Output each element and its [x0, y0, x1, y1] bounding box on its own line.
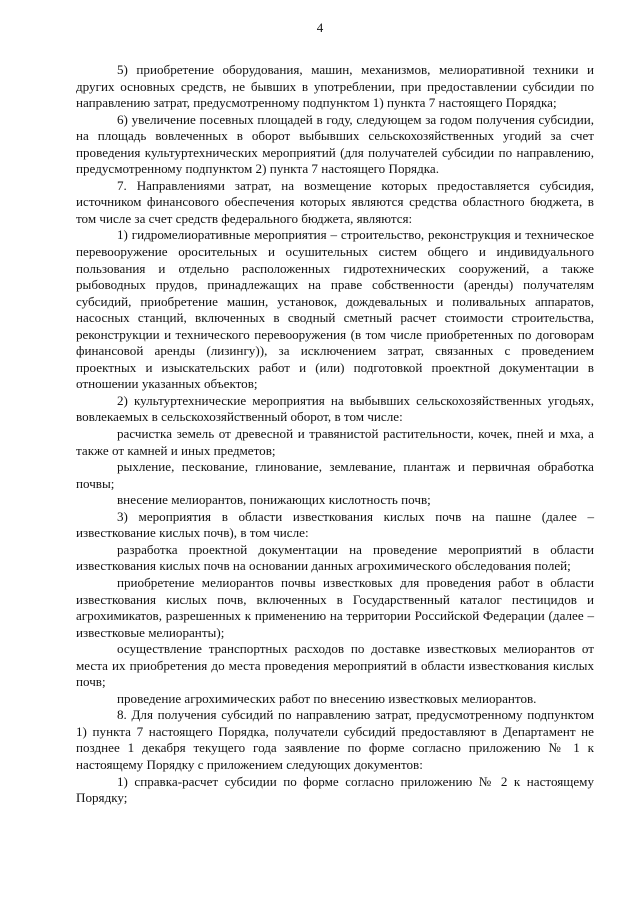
- paragraph-subitem-3-liming: 3) мероприятия в области известкования кислых почв на пашне (далее – известкование кислых почв), в том числе:: [76, 508, 594, 541]
- paragraph-ameliorant-purchase: приобретение мелиорантов почвы известковых для проведения работ в области известкования кислых почв, включенных в Государственный каталог пестицидов и агрохимикатов, разрешенных к применению на территории Российской Федерации (далее – известковые мелиоранты);: [76, 574, 594, 640]
- paragraph-land-clearing: расчистка земель от древесной и травянистой растительности, кочек, пней и мха, а также от камней и иных предметов;: [76, 426, 594, 458]
- paragraph-transport-costs: осуществление транспортных расходов по доставке известковых мелиорантов от места их приобретения до места проведения мероприятий в области известкования кислых почв;: [76, 641, 594, 690]
- paragraph-clause-7: 7. Направлениями затрат, на возмещение которых предоставляется субсидия, источником финансового обеспечения которых являются средства областного бюджета, в том числе за счет средств федерального бюджета, являются:: [76, 177, 594, 226]
- page-number: 4: [316, 20, 324, 35]
- paragraph-item-6: 6) увеличение посевных площадей в году, следующем за годом получения субсидии, на площадь вовлеченных в оборот выбывших сельскохозяйственных угодий за счет проведения культуртехнических мероприятий (для получателей субсидии по направлению, предусмотренному подпунктом 2) пункта 7 настоящего Порядка.: [76, 111, 594, 177]
- paragraph-ameliorants: внесение мелиорантов, понижающих кислотность почв;: [117, 492, 431, 508]
- document-body: [76, 62, 594, 807]
- paragraph-subitem-1-hydromelioration: 1) гидромелиоративные мероприятия – строительство, реконструкция и техническое перевооружение оросительных и осушительных систем общего и индивидуального пользования и отдельно расположенных гидротехнических сооружений, а также рыбоводных прудов, принадлежащих на праве собственности (аренды) получателям субсидий, приобретение машин, установок, дождевальных и поливальных аппаратов, насосных станций, включенных в сводный сметный расчет стоимости строительства, реконструкции и технического перевооружения (в том числе приобретенных по договорам финансовой аренды (лизингу)), за исключением затрат, связанных с проведением проектных и изыскательских работ и (или) подготовкой проектной документации в отношении указанных объектов;: [76, 227, 594, 392]
- paragraph-subitem-2-culturetechnical: 2) культуртехнические мероприятия на выбывших сельскохозяйственных угодьях, вовлекаемых в сельскохозяйственный оборот, в том числе:: [76, 392, 594, 425]
- paragraph-calculation-certificate: 1) справка-расчет субсидии по форме согласно приложению № 2 к настоящему Порядку;: [76, 773, 594, 806]
- paragraph-agrochemical-works: проведение агрохимических работ по внесению известковых мелиорантов.: [117, 690, 537, 706]
- paragraph-soil-treatment: рыхление, пескование, глинование, землевание, плантаж и первичная обработка почвы;: [76, 459, 594, 491]
- paragraph-clause-8: 8. Для получения субсидий по направлению затрат, предусмотренному подпунктом 1) пункта 7 настоящего Порядка, получатели субсидий предоставляют в Департамент не позднее 1 декабря текущего года заявление по форме согласно приложению № 1 к настоящему Порядку с приложением следующих документов:: [76, 707, 594, 772]
- paragraph-item-5: 5) приобретение оборудования, машин, механизмов, мелиоративной техники и других основных средств, не бывших в употреблении, при предоставлении субсидии по направлению затрат, предусмотренному подпунктом 1) пункта 7 настоящего Порядка;: [76, 62, 594, 111]
- paragraph-project-docs: разработка проектной документации на проведение мероприятий в области известкования кислых почв на основании данных агрохимического обследования полей;: [76, 541, 594, 574]
